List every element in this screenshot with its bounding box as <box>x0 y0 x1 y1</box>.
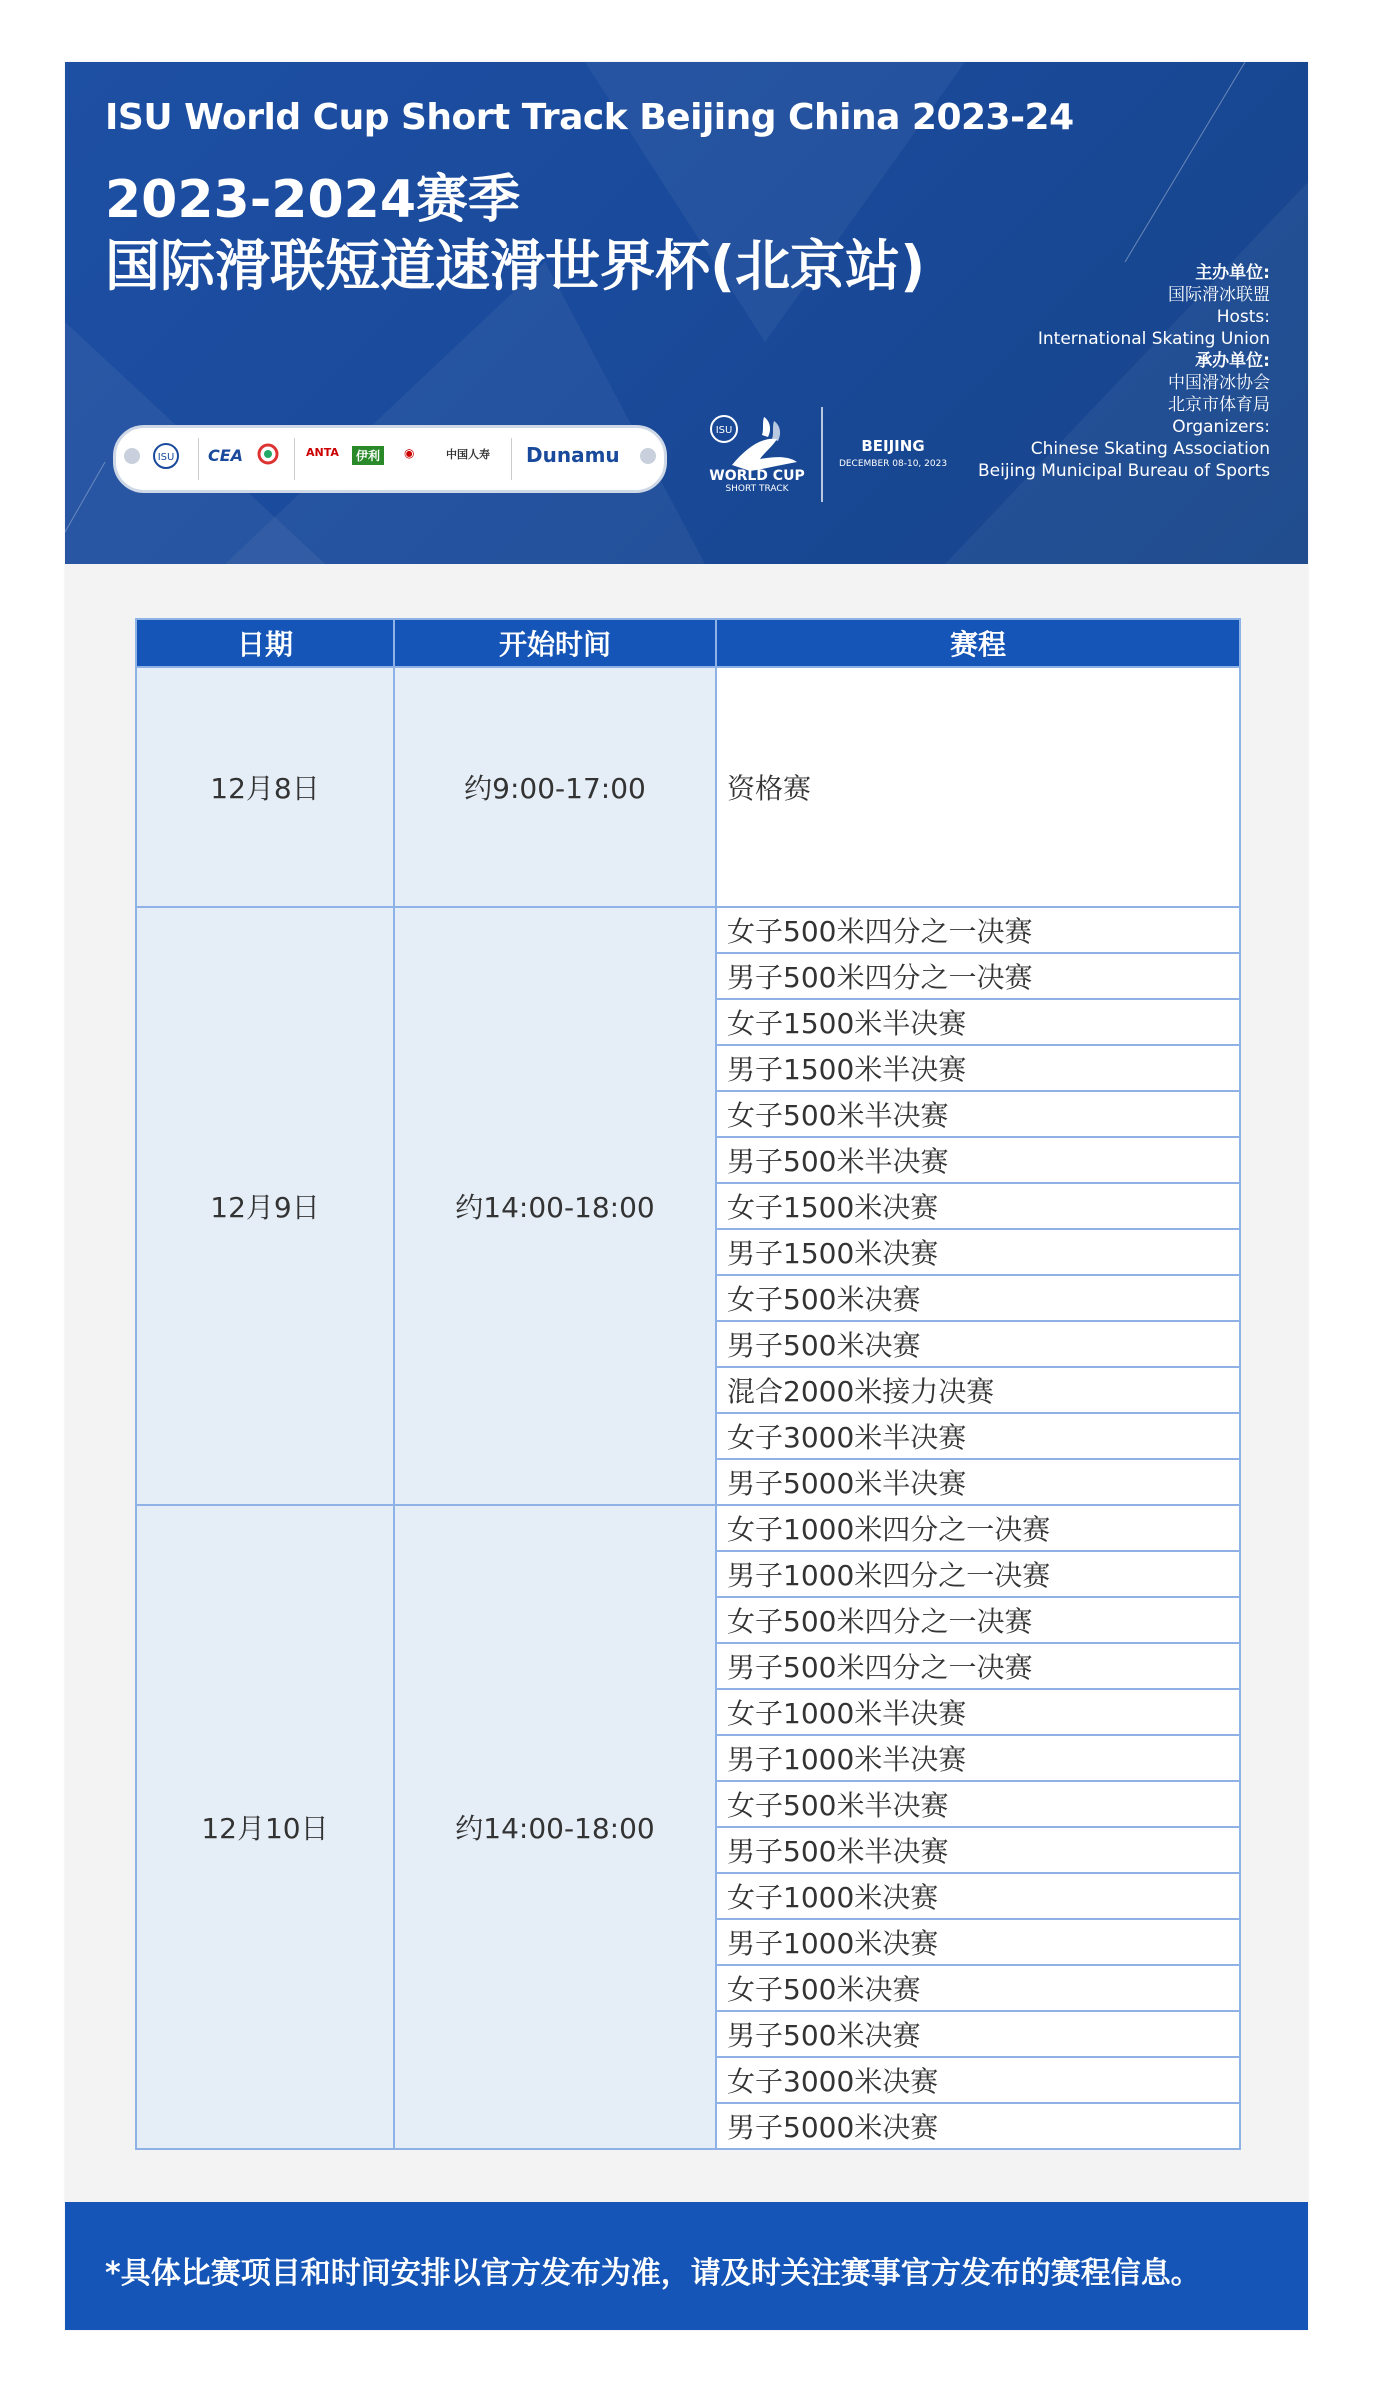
event-cell: 资格赛 <box>716 667 1240 907</box>
start-time-cell: 约9:00-17:00 <box>394 667 716 907</box>
date-cell: 12月8日 <box>136 667 394 907</box>
hosts-block <box>940 262 1270 482</box>
organizers-label: Organizers: <box>1172 417 1270 437</box>
event-cell: 男子5000米半决赛 <box>716 1459 1240 1505</box>
svg-text:ISU: ISU <box>157 452 175 463</box>
event-cell: 男子500米四分之一决赛 <box>716 1643 1240 1689</box>
event-cell: 男子500米决赛 <box>716 1321 1240 1367</box>
organizers-value-1: Chinese Skating Association <box>1030 439 1270 459</box>
svg-text:ISU: ISU <box>715 425 733 436</box>
world-cup-line2: SHORT TRACK <box>725 484 789 494</box>
date-cell: 12月9日 <box>136 907 394 1505</box>
sponsor-divider <box>198 438 199 480</box>
china-life-logo: 中国人寿 <box>446 448 490 461</box>
event-cell: 男子500米半决赛 <box>716 1137 1240 1183</box>
event-cell: 女子3000米半决赛 <box>716 1413 1240 1459</box>
city-label: BEIJING <box>861 437 925 455</box>
event-cell: 女子500米四分之一决赛 <box>716 907 1240 953</box>
table-row <box>136 1505 1240 1551</box>
isu-logo-icon <box>146 438 186 478</box>
sponsor-bar <box>113 425 667 493</box>
header-schedule: 赛程 <box>716 619 1240 667</box>
table-row <box>136 667 1240 907</box>
beijing-block <box>833 437 953 469</box>
table-header-row <box>136 619 1240 667</box>
sponsor-divider <box>294 438 295 480</box>
event-cell: 女子1500米半决赛 <box>716 999 1240 1045</box>
table-body <box>136 667 1240 2149</box>
cea-logo: CEA <box>208 446 244 465</box>
start-time-cell: 约14:00-18:00 <box>394 907 716 1505</box>
event-cell: 女子500米半决赛 <box>716 1781 1240 1827</box>
world-cup-skater-icon <box>702 407 812 517</box>
event-cell: 男子1000米决赛 <box>716 1919 1240 1965</box>
schedule-table <box>135 618 1241 2150</box>
chengban-value-1: 中国滑冰协会 <box>1168 373 1270 393</box>
sponsor-red-logo: ◉ <box>404 446 415 460</box>
event-cell: 女子500米决赛 <box>716 1965 1240 2011</box>
world-cup-text <box>702 468 812 494</box>
event-cell: 女子1500米决赛 <box>716 1183 1240 1229</box>
title-chinese-season: 2023-2024赛季 <box>105 170 521 230</box>
title-english: ISU World Cup Short Track Beijing China 2023-24 <box>105 97 1074 138</box>
chengban-label: 承办单位: <box>1195 351 1270 371</box>
sponsor-divider <box>511 438 512 480</box>
dunamu-logo: Dunamu <box>526 443 620 467</box>
hosts-label: Hosts: <box>1216 307 1270 327</box>
world-cup-line1: WORLD CUP <box>709 468 805 484</box>
schedule-card <box>65 62 1308 2330</box>
event-cell: 男子1500米决赛 <box>716 1229 1240 1275</box>
event-cell: 女子500米半决赛 <box>716 1091 1240 1137</box>
yili-logo: 伊利 <box>352 446 384 465</box>
start-time-cell: 约14:00-18:00 <box>394 1505 716 2149</box>
event-cell: 女子1000米四分之一决赛 <box>716 1505 1240 1551</box>
event-cell: 男子1000米半决赛 <box>716 1735 1240 1781</box>
table-row <box>136 907 1240 953</box>
bar-knob-right <box>640 448 656 464</box>
organizers-value-2: Beijing Municipal Bureau of Sports <box>978 461 1270 481</box>
event-cell: 女子500米四分之一决赛 <box>716 1597 1240 1643</box>
hosts-value: International Skating Union <box>1037 329 1270 349</box>
footer-note-bar <box>65 2202 1308 2330</box>
event-cell: 女子1000米半决赛 <box>716 1689 1240 1735</box>
chengban-value-2: 北京市体育局 <box>1168 395 1270 415</box>
event-cell: 男子5000米决赛 <box>716 2103 1240 2149</box>
event-cell: 女子3000米决赛 <box>716 2057 1240 2103</box>
header-banner <box>65 62 1308 564</box>
event-cell: 男子500米四分之一决赛 <box>716 953 1240 999</box>
footer-note: *具体比赛项目和时间安排以官方发布为准，请及时关注赛事官方发布的赛程信息。 <box>105 2256 1201 2291</box>
zhuban-label: 主办单位: <box>1195 263 1270 283</box>
event-cell: 男子1000米四分之一决赛 <box>716 1551 1240 1597</box>
event-cell: 男子500米半决赛 <box>716 1827 1240 1873</box>
event-cell: 女子500米决赛 <box>716 1275 1240 1321</box>
header-start-time: 开始时间 <box>394 619 716 667</box>
event-dates: DECEMBER 08-10, 2023 <box>838 459 948 469</box>
logo-separator <box>821 407 823 502</box>
event-cell: 混合2000米接力决赛 <box>716 1367 1240 1413</box>
title-chinese-event: 国际滑联短道速滑世界杯(北京站) <box>105 234 926 298</box>
event-cell: 男子500米决赛 <box>716 2011 1240 2057</box>
event-cell: 男子1500米半决赛 <box>716 1045 1240 1091</box>
zhuban-value: 国际滑冰联盟 <box>1168 285 1270 305</box>
anta-logo: ANTA <box>306 446 339 459</box>
date-cell: 12月10日 <box>136 1505 394 2149</box>
header-date: 日期 <box>136 619 394 667</box>
event-cell: 女子1000米决赛 <box>716 1873 1240 1919</box>
olympic-logo-icon <box>256 442 280 466</box>
bar-knob-left <box>124 448 140 464</box>
